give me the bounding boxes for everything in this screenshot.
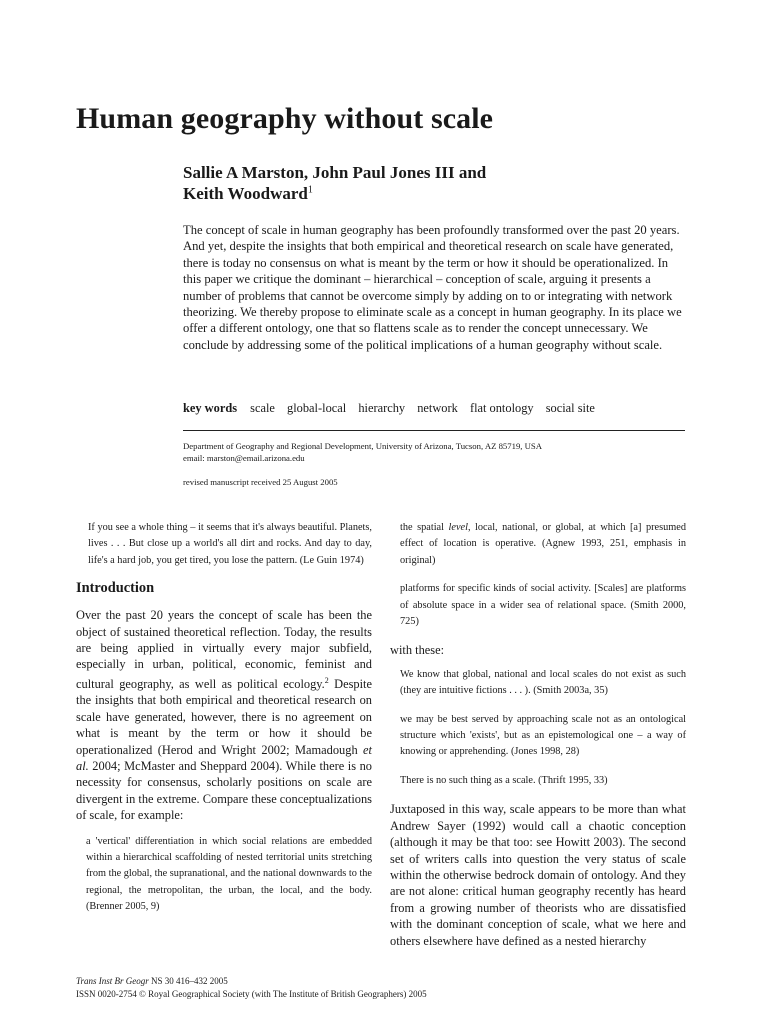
paragraph-text: Despite the insights that both empirical and theoretical research on scale have generated, however, there is no agreement on what is meant by the term or how it should be operationalized (Herod and Wright 2002; Mamadough bbox=[76, 676, 372, 757]
article-title: Human geography without scale bbox=[76, 102, 494, 135]
footnote-marker: 2 bbox=[324, 675, 329, 685]
right-column bbox=[390, 520, 686, 959]
block-quote-thrift: There is no such thing as a scale. (Thrift 1995, 33) bbox=[400, 774, 608, 786]
paragraph-italic: et al. bbox=[76, 742, 372, 773]
keyword: social site bbox=[545, 401, 595, 415]
left-column bbox=[76, 520, 372, 928]
affiliation-department: Department of Geography and Regional Development, University of Arizona, Tucson, AZ 85719, USA bbox=[183, 441, 543, 451]
keyword: global-local bbox=[287, 401, 347, 415]
keyword: flat ontology bbox=[469, 401, 534, 415]
received-date: revised manuscript received 25 August 2005 bbox=[183, 477, 338, 487]
block-quote-brenner: a 'vertical' differentiation in which social relations are embedded within a hierarchical scaffolding of nested territorial units stretching from the global, the supranational, and the national downwards to the regional, the metropolitan, the urban, the local, and the body. (Brenner 2005, 9) bbox=[86, 835, 372, 913]
paragraph-text: Over the past 20 years the concept of scale has been the object of sustained theoretical reflection. Today, the results are being applied in virtually every major subfield, especially in urban, political, economic, feminist and cultural geography, as well as political ecology. bbox=[76, 608, 372, 691]
block-quote-agnew bbox=[400, 520, 686, 569]
body-paragraph: Juxtaposed in this way, scale appears to be more than what Andrew Sayer (1992) would call a chaotic conception (although it may be that too: see Howitt 2003). The second set of writers calls into question the very status of scale within the otherwise bedrock domain of ontology. And they are not alone: critical human geography recently has heard from a growing number of theorists who are dissatisfied with the dominant conception of scale, what we here and others elsewhere have defined as a nested hierarchy bbox=[390, 802, 686, 948]
authors-line-2 bbox=[183, 183, 486, 204]
author-footnote-marker: 1 bbox=[307, 184, 313, 196]
affiliation-email: email: marston@email.arizona.edu bbox=[183, 453, 305, 463]
journal-citation bbox=[76, 976, 228, 986]
keywords-label: key words bbox=[183, 401, 238, 415]
abstract: The concept of scale in human geography has been profoundly transformed over the past 20 years. And yet, despite the insights that both empirical and theoretical research on scale have generated, there is today no consensus on what is meant by the term or how it should be operationalized. In this paper we critique the dominant – hierarchical – conception of scale, arguing it presents a number of problems that cannot be overcome simply by adding on to or integrating with network theorizing. We thereby propose to eliminate scale as a concept in human geography. In its place we offer a different ontology, one that so flattens scale as to render the concept unnecessary. We conclude by addressing some of the political implications of a human geography without scale. bbox=[183, 223, 682, 352]
block-quote-smith-2000: platforms for specific kinds of social activity. [Scales] are platforms of absolute space in a wider sea of relational space. (Smith 2000, 725) bbox=[400, 583, 686, 628]
keyword: network bbox=[417, 401, 458, 415]
author-name-woodward: Keith Woodward bbox=[183, 184, 308, 203]
block-quote-smith-2003: We know that global, national and local scales do not exist as such (they are intuitive fictions . . . ). (Smith 2003a, 35) bbox=[400, 668, 686, 697]
quote-text: the spatial bbox=[400, 522, 449, 533]
header-divider bbox=[183, 430, 685, 431]
epigraph: If you see a whole thing – it seems that it's always beautiful. Planets, lives . . . But close up a world's all dirt and rocks. And day to day, life's a hard job, you get tired, you lose the pattern. (Le Guin 1974) bbox=[88, 522, 372, 566]
section-heading-introduction: Introduction bbox=[76, 580, 155, 597]
paragraph-text: 2004; McMaster and Sheppard 2004). While there is no necessity for consensus, scholarly positions on scale are divergent in the extreme. Compare these conceptualizations of scale, for example: bbox=[76, 759, 373, 823]
keywords-line bbox=[183, 401, 604, 416]
journal-name: Trans Inst Br Geogr bbox=[76, 976, 149, 986]
body-text-with-these: with these: bbox=[390, 643, 445, 658]
keyword: scale bbox=[250, 401, 275, 415]
body-paragraph bbox=[76, 607, 372, 823]
authors-line-1: Sallie A Marston, John Paul Jones III and bbox=[183, 163, 487, 182]
journal-volume: NS 30 416–432 2005 bbox=[148, 976, 228, 986]
issn-copyright: ISSN 0020-2754 © Royal Geographical Society (with The Institute of British Geographers) 2005 bbox=[76, 989, 427, 999]
keyword: hierarchy bbox=[358, 401, 406, 415]
author-list bbox=[183, 162, 486, 204]
quote-text: , local, national, or global, at which [a] presumed effect of location is operative. (Agnew 1993, 251, emphasis in original) bbox=[400, 522, 686, 566]
quote-italic: level bbox=[448, 522, 468, 533]
affiliation bbox=[183, 440, 542, 464]
block-quote-jones: we may be best served by approaching scale not as an ontological structure which 'exists', but as an epistemological one – a way of knowing or apprehending. (Jones 1998, 28) bbox=[400, 713, 686, 758]
